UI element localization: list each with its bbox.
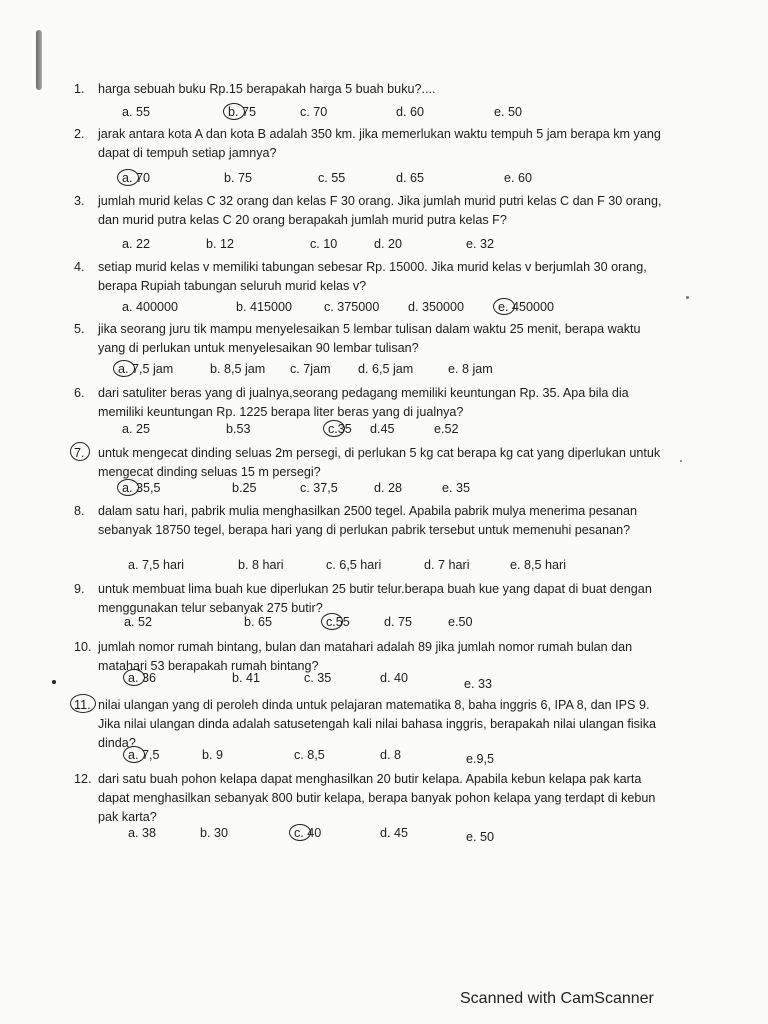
option-e: e. 33 [464, 677, 493, 691]
number-circle [70, 694, 96, 713]
question-text: nilai ulangan yang di peroleh dinda untuk pelajaran matematika 8, baha inggris 6, IPA 8, dan IPS 9. Jika nilai ulangan dinda adalah satusetengah kali nilai bahasa inggris, berapakah nilai ulangan fisika dinda? [98, 698, 657, 750]
option-d: d.45 [370, 422, 395, 436]
option-b: b. 8 hari [238, 558, 284, 572]
question-text: dalam satu hari, pabrik mulia menghasilkan 2500 tegel. Apabila pabrik mulya menerima pesanan sebanyak 18750 tegel, berapa hari yang di perlukan pabrik tersebut untuk memenuhi pesanan? [98, 504, 638, 537]
question-number: 10. [74, 640, 92, 654]
option-a: a. 7,5 jam [118, 362, 173, 376]
option-b: b. 8,5 jam [210, 362, 266, 376]
option-c: c. 8,5 [294, 748, 325, 762]
option-e: e. 8,5 hari [510, 558, 567, 572]
option-e: e. 450000 [498, 300, 554, 314]
option-c: c. 37,5 [300, 481, 338, 495]
options-9 [74, 615, 694, 633]
option-d: d. 6,5 jam [358, 362, 414, 376]
options-8 [74, 558, 694, 576]
answer-circle [289, 824, 311, 841]
option-c: c. 40 [294, 826, 321, 840]
option-d: d. 60 [396, 105, 425, 119]
question-number: 7. [74, 444, 98, 463]
option-d: d. 350000 [408, 300, 465, 314]
options-1 [74, 105, 694, 123]
option-a: a. 22 [122, 237, 151, 251]
option-a: a. 7,5 [128, 748, 160, 762]
option-d: d. 8 [380, 748, 402, 762]
options-7 [74, 481, 694, 499]
options-2 [74, 171, 694, 189]
option-a: a. 35,5 [122, 481, 161, 495]
question-number: 1. [74, 82, 85, 96]
question-text: jumlah murid kelas C 32 orang dan kelas F 30 orang. Jika jumlah murid putri kelas C dan F 30 orang, dan murid putra kelas C 20 orang berapakah jumlah murid putra kelas F? [98, 194, 662, 227]
options-11 [74, 748, 694, 766]
option-e: e.50 [448, 615, 473, 629]
option-d: d. 20 [374, 237, 403, 251]
option-a: a. 52 [124, 615, 153, 629]
options-3 [74, 237, 694, 255]
scanner-watermark: Scanned with CamScanner [460, 990, 654, 1007]
option-c: c. 55 [318, 171, 346, 185]
option-e: e. 8 jam [448, 362, 493, 376]
option-a: a. 36 [128, 671, 156, 685]
answer-circle [223, 103, 245, 120]
option-b: b. 65 [244, 615, 273, 629]
options-12 [74, 826, 694, 844]
question-text: untuk mengecat dinding seluas 2m persegi, di perlukan 5 kg cat berapa kg cat yang diperlukan untuk mengecat dinding seluas 15 m persegi? [98, 446, 661, 479]
option-b: b. 415000 [236, 300, 293, 314]
question-number: 11. [74, 696, 98, 715]
question-text: harga sebuah buku Rp.15 berapakah harga 5 buah buku?.... [98, 82, 436, 96]
option-b: b.25 [232, 481, 257, 495]
option-e: e.52 [434, 422, 459, 436]
answer-circle [493, 298, 515, 315]
answer-circle [117, 479, 139, 496]
option-c: c. 6,5 hari [326, 558, 382, 572]
option-c: c. 7jam [290, 362, 331, 376]
option-d: d. 65 [396, 171, 425, 185]
question-7 [74, 444, 674, 484]
option-c: c. 35 [304, 671, 332, 685]
option-b: b. 9 [202, 748, 224, 762]
question-1 [74, 80, 674, 100]
option-d: d. 40 [380, 671, 409, 685]
option-a: a. 70 [122, 171, 150, 185]
option-a: a. 25 [122, 422, 151, 436]
option-b: b.53 [226, 422, 251, 436]
question-12 [74, 770, 674, 826]
option-e: e. 60 [504, 171, 533, 185]
option-b: b. 12 [206, 237, 235, 251]
options-4 [74, 300, 694, 318]
question-number: 6. [74, 386, 85, 400]
option-e: e. 35 [442, 481, 471, 495]
option-a: a. 38 [128, 826, 157, 840]
question-number: 4. [74, 260, 85, 274]
option-a: a. 7,5 hari [128, 558, 185, 572]
scan-speck [680, 460, 682, 462]
question-text: jumlah nomor rumah bintang, bulan dan matahari adalah 89 jika jumlah nomor rumah bulan dan matahari 53 berapakah rumah bintang? [98, 640, 633, 673]
question-9 [74, 580, 674, 620]
option-e: e. 32 [466, 237, 495, 251]
option-a: a. 400000 [122, 300, 179, 314]
question-number: 12. [74, 772, 92, 786]
option-d: d. 28 [374, 481, 403, 495]
question-2 [74, 125, 674, 165]
option-b: b. 75 [224, 171, 253, 185]
option-d: d. 75 [384, 615, 413, 629]
option-d: d. 45 [380, 826, 409, 840]
question-5 [74, 320, 674, 360]
number-circle [70, 442, 90, 461]
answer-circle [323, 420, 345, 437]
options-6 [74, 422, 694, 440]
option-c: c. 375000 [324, 300, 380, 314]
options-10 [74, 671, 694, 689]
answer-circle [123, 746, 145, 763]
question-number: 5. [74, 322, 85, 336]
answer-circle [117, 169, 139, 186]
page-edge-shadow [36, 30, 42, 90]
option-c: c. 10 [310, 237, 338, 251]
question-11 [74, 696, 674, 752]
question-number: 9. [74, 582, 85, 596]
option-e: e.9,5 [466, 752, 495, 766]
question-text: jika seorang juru tik mampu menyelesaikan 5 lembar tulisan dalam waktu 25 menit, berapa waktu yang di perlukan untuk menyelesaikan 90 lembar tulisan? [98, 322, 641, 355]
option-b: b. 75 [228, 105, 256, 119]
option-c: c. 70 [300, 105, 328, 119]
option-c: c.55 [326, 615, 350, 629]
question-text: dari satuliter beras yang di jualnya,seorang pedagang memiliki keuntungan Rp. 35. Apa bila dia memiliki keuntungan Rp. 1225 berapa liter beras yang di jualnya? [98, 386, 629, 419]
option-c: c.35 [328, 422, 352, 436]
question-number: 8. [74, 504, 85, 518]
question-3 [74, 192, 674, 232]
question-number: 3. [74, 194, 85, 208]
question-6 [74, 384, 674, 424]
option-a: a. 55 [122, 105, 151, 119]
options-5 [74, 362, 694, 380]
question-number: 2. [74, 127, 85, 141]
scan-speck [52, 680, 56, 684]
question-8 [74, 502, 674, 558]
question-text: setiap murid kelas v memiliki tabungan sebesar Rp. 15000. Jika murid kelas v berjumlah 30 orang, berapa Rupiah tabungan seluruh murid kelas v? [98, 260, 647, 293]
option-b: b. 30 [200, 826, 229, 840]
answer-circle [321, 613, 343, 630]
scan-speck [686, 296, 689, 299]
answer-circle [123, 669, 145, 686]
question-text: untuk membuat lima buah kue diperlukan 25 butir telur.berapa buah kue yang dapat di buat dengan menggunakan telur sebanyak 275 butir? [98, 582, 652, 615]
option-e: e. 50 [494, 105, 523, 119]
option-e: e. 50 [466, 830, 495, 844]
question-text: dari satu buah pohon kelapa dapat menghasilkan 20 butir kelapa. Apabila kebun kelapa pak karta dapat menghasilkan sebanyak 800 butir kelapa, berapa banyak pohon kelapa yang terdapt di kebun pak karta? [98, 772, 656, 824]
option-b: b. 41 [232, 671, 261, 685]
answer-circle [113, 360, 135, 377]
question-text: jarak antara kota A dan kota B adalah 350 km. jika memerlukan waktu tempuh 5 jam berapa km yang dapat di tempuh setiap jamnya? [98, 127, 661, 160]
question-4 [74, 258, 674, 298]
option-d: d. 7 hari [424, 558, 470, 572]
